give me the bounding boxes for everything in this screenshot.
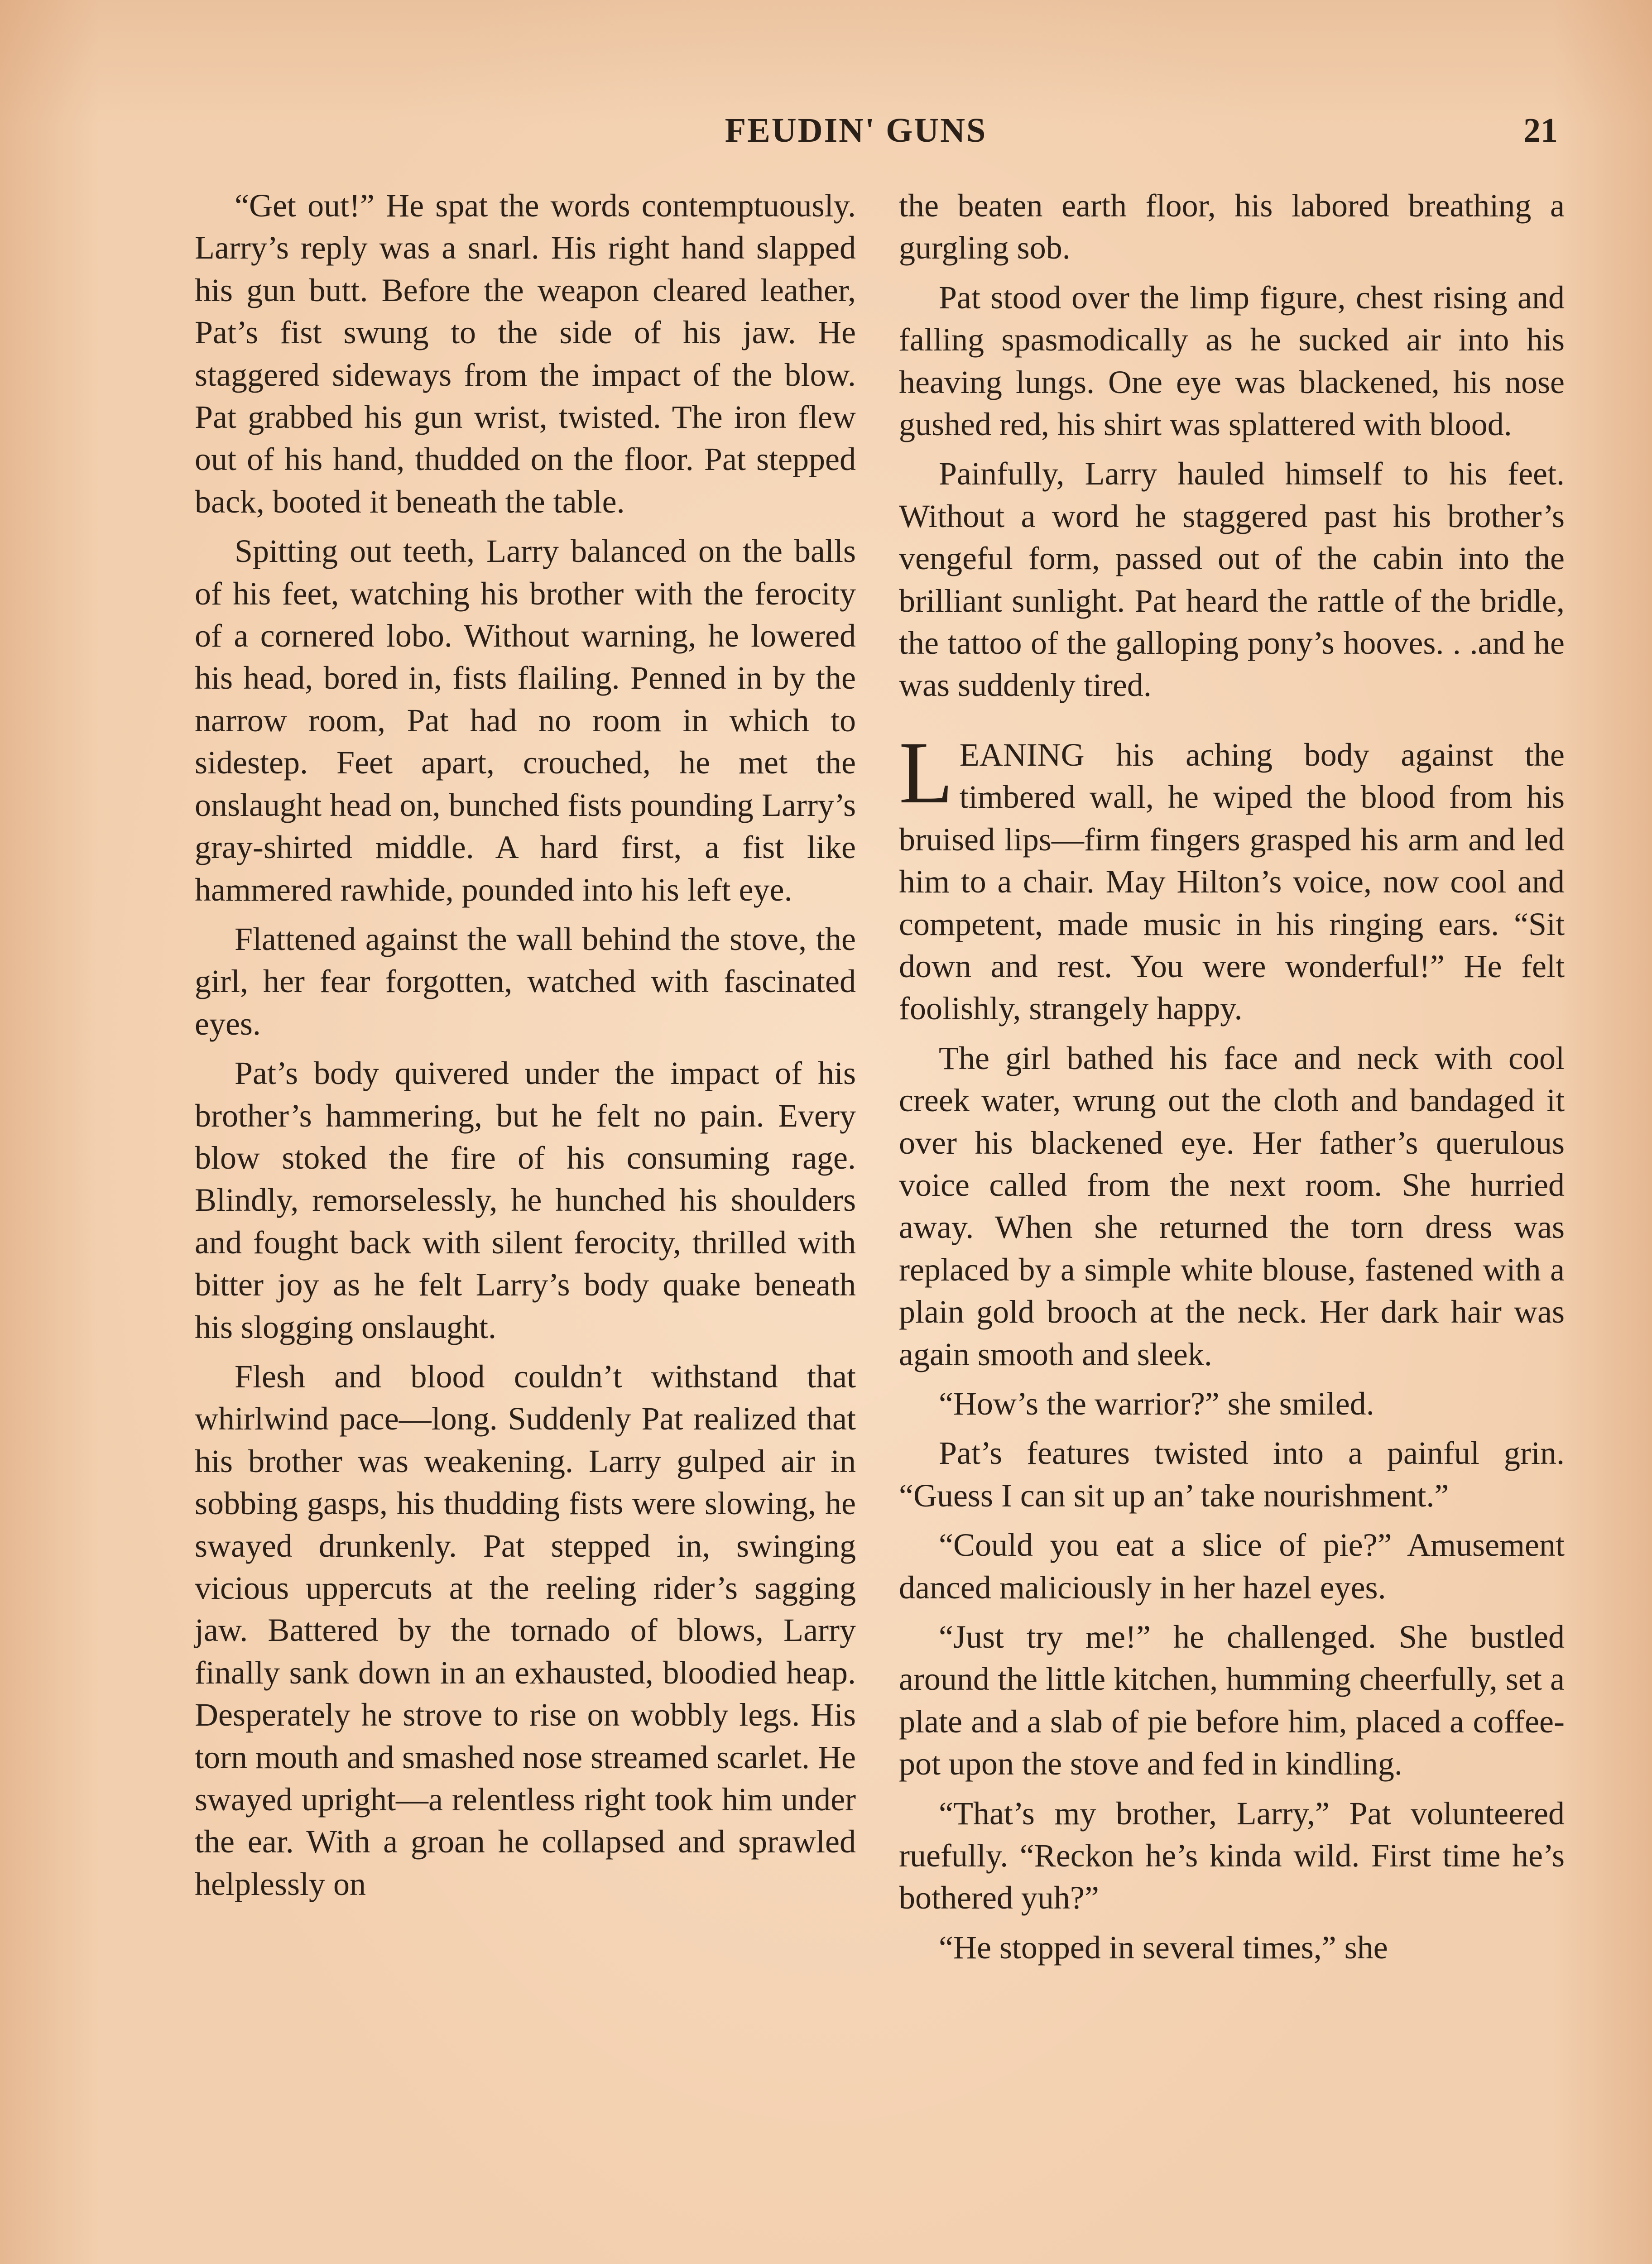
paragraph: “He stopped in several times,” she bbox=[939, 1929, 1388, 1966]
page-number: 21 bbox=[1523, 111, 1558, 149]
paragraph: “Just try me!” he challenged. She bustled around the little kitchen, humming cheerfully, set a plate and a slab of pie before him, placed a coffee-pot upon the stove and fed in kindling. bbox=[899, 1619, 1565, 1782]
paragraph: Flesh and blood couldn’t withstand that whirlwind pace—long. Suddenly Pat realized that his brother was weakening. Larry gulped air in sobbing gasps, his thudding fists were slowing, he swayed drunkenly. Pat stepped in, swinging vicious uppercuts at the reeling rider’s sagging jaw. Battered by the tornado of blows, Larry finally sank down in an exhausted, bloodied heap. Desperately he strove to rise on wobbly legs. His torn mouth and smashed nose streamed scarlet. He swayed upright—a relentless right took him under the ear. With a groan he collapsed and sprawled helplessly on bbox=[195, 1358, 856, 1902]
paragraph: Pat’s body quivered under the impact of his brother’s hammering, but he felt no pain. Every blow stoked the fire of his consuming rage. Blindly, remorselessly, he hunched his shoulders and fought back with silent ferocity, thrilled with bitter joy as he felt Larry’s body quake beneath his slogging onslaught. bbox=[195, 1055, 856, 1345]
paragraph: “That’s my brother, Larry,” Pat volunteered ruefully. “Reckon he’s kinda wild. First time he’s bothered yuh?” bbox=[899, 1795, 1565, 1916]
paragraph: The girl bathed his face and neck with cool creek water, wrung out the cloth and bandaged it over his blackened eye. Her father’s querulous voice called from the next room. She hurried away. When she returned the torn dress was replaced by a simple white blouse, fastened with a plain gold brooch at the neck. Her dark hair was again smooth and sleek. bbox=[899, 1040, 1565, 1372]
left-column bbox=[195, 185, 856, 1913]
right-column bbox=[899, 185, 1565, 1976]
section-opening-paragraph bbox=[899, 723, 1565, 1030]
page-header bbox=[0, 111, 1652, 161]
paragraph: “How’s the warrior?” she smiled. bbox=[939, 1385, 1374, 1422]
paragraph: Spitting out teeth, Larry balanced on the balls of his feet, watching his brother with the ferocity of a cornered lobo. Without warning, he lowered his head, bored in, fists flailing. Penned in by the narrow room, Pat had no room in which to sidestep. Feet apart, crouched, he met the onslaught head on, bunched fists pounding Larry’s gray-shirted middle. A hard first, a fist like hammered rawhide, pounded into his left eye. bbox=[195, 533, 856, 908]
paragraph: Painfully, Larry hauled himself to his feet. Without a word he staggered past his brother’s vengeful form, passed out of the cabin into the brilliant sunlight. Pat heard the rattle of the bridle, the tattoo of the galloping pony’s hooves. . .and he was suddenly tired. bbox=[899, 456, 1565, 704]
paragraph: “Get out!” He spat the words contemptuously. Larry’s reply was a snarl. His right hand slapped his gun butt. Before the weapon cleared leather, Pat’s fist swung to the side of his jaw. He staggered sideways from the impact of the blow. Pat grabbed his gun wrist, twisted. The iron flew out of his hand, thudded on the floor. Pat stepped back, booted it beneath the table. bbox=[195, 187, 856, 520]
paragraph: “Could you eat a slice of pie?” Amusement danced maliciously in her hazel eyes. bbox=[899, 1527, 1565, 1606]
section-opening-text: EANING his aching body against the timbered wall, he wiped the blood from his bruised lips—firm fingers grasped his arm and led him to a chair. May Hilton’s voice, now cool and competent, made music in his ringing ears. “Sit down and rest. You were wonderful!” He felt foolishly, strangely happy. bbox=[899, 736, 1565, 1027]
paragraph: Pat stood over the limp figure, chest rising and falling spasmodically as he sucked air into his heaving lungs. One eye was blackened, his nose gushed red, his shirt was splattered with blood. bbox=[899, 279, 1565, 443]
running-title: FEUDIN' GUNS bbox=[725, 111, 987, 149]
drop-cap: L bbox=[899, 723, 953, 822]
paragraph: Flattened against the wall behind the stove, the girl, her fear forgotten, watched with fascinated eyes. bbox=[195, 921, 856, 1042]
paragraph: Pat’s features twisted into a painful grin. “Guess I can sit up an’ take nourishment.” bbox=[899, 1435, 1565, 1514]
paragraph: the beaten earth floor, his labored breathing a gurgling sob. bbox=[899, 187, 1565, 266]
